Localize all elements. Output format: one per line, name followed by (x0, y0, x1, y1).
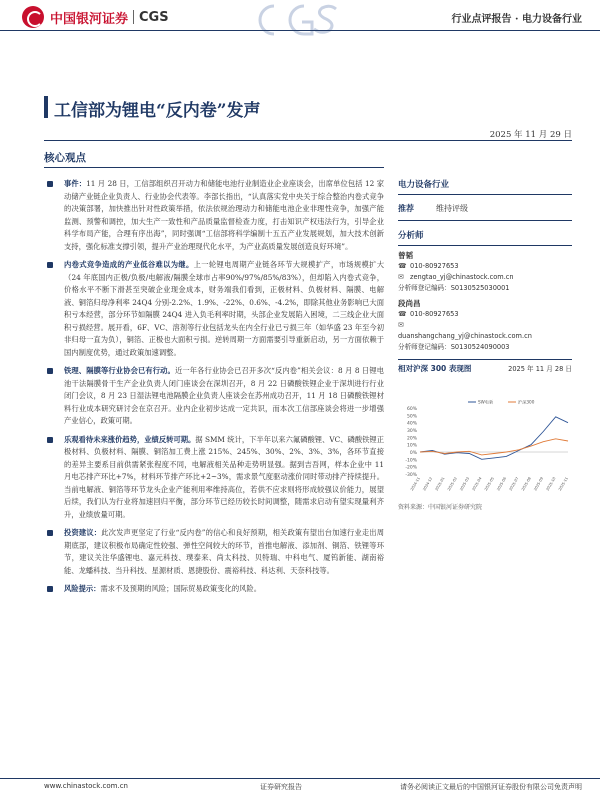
legend-label: SW电新 (478, 399, 494, 405)
paragraph-lead: 内卷式竞争造成的产业低谷难以为继。 (64, 260, 194, 269)
x-tick-label: 2025-02 (446, 476, 458, 492)
analyst-reg: 分析师登记编码：S0130525030001 (398, 284, 510, 292)
paragraph-lead: 事件： (64, 179, 87, 188)
rating (398, 203, 572, 214)
rating-key: 推荐 (398, 204, 414, 213)
y-tick-label: -20% (405, 465, 417, 471)
x-tick-label: 2025-10 (545, 476, 557, 492)
bullet-icon (47, 368, 53, 374)
paragraph (44, 259, 384, 359)
bullet-icon (47, 530, 53, 536)
paragraph (44, 527, 384, 577)
logo-text: 中国银河证券 (50, 11, 129, 27)
paragraph-lead: 乐观看待未来涨价趋势，业绩反转可期。 (64, 434, 196, 444)
x-tick-label: 2025-11 (557, 476, 569, 492)
analyst-reg: 分析师登记编码：S0130524090003 (398, 343, 510, 351)
x-tick-label: 2025-01 (434, 476, 446, 492)
main-content (44, 178, 384, 602)
chart-source: 资料来源：中国银河证券研究院 (398, 504, 483, 511)
x-tick-label: 2025-04 (471, 476, 483, 492)
paragraph (44, 583, 384, 596)
section-title: 核心观点 (44, 152, 86, 164)
email-icon: ✉ (398, 321, 404, 329)
paragraph (44, 178, 384, 253)
footer-center: 证券研究报告 (260, 783, 302, 791)
rating-value: 维持评级 (436, 204, 468, 213)
logo-cgs: CGS (139, 9, 169, 25)
title-accent (44, 96, 48, 118)
paragraph-text: 此次发声更坚定了行业“反内卷”的信心和良好预期，相关政策有望出台加速行业走出周期底部，建议积极布局确定性较强、弹性空间较大的环节，首推电解液、添加剂、铜箔、铁锂等环节，建议关注华盛锂电、嘉元科技、璞泰来、尚太科技、贝特瑞、中科电气、厦钨新能、湖南裕能、龙蟠科技、当升科技、星源材质、恩捷股份、震裕科技、科达利、天奈科技等。 (64, 528, 385, 575)
chart-date: 2025 年 11 月 28 日 (508, 365, 572, 373)
paragraph-lead: 风险提示： (64, 584, 101, 593)
x-tick-label: 2024-11 (409, 476, 421, 492)
bullet-icon (47, 181, 53, 187)
y-tick-label: 10% (406, 443, 417, 449)
logo-icon (22, 6, 44, 28)
analyst-name: 段尚昌 (398, 299, 421, 308)
x-tick-label: 2025-08 (520, 476, 532, 492)
paragraph-lead: 铁理、隔膜等行业协会已有行动。 (64, 366, 175, 375)
paragraph-text: 11 月 28 日，工信部组织召开动力和储能电池行业制造业企业座谈会，出席单位包括 12 家动储产业链企业负责人、行业协会代表等。李部长指出，“认真落实党中央关于综合整治内卷式竞争的决策部署，加快推出针对性政策举措，依法依规治理动力和储能电池企业非理性竞争，加强产能监测、预警和调控，加大生产一致性和产品质量监督检查力度，打击知识产权违法行为，引导企业科学布局产能，合理有序出海”，同时强调“工信部将科学编制十五五产业发展规划，加大技术创新支持，强化标准支撑引领，提升产业治理现代化水平，为产业高质量发展创造良好环境”。 (64, 179, 384, 251)
analyst-card (398, 250, 572, 294)
email-icon: ✉ (398, 273, 404, 281)
paragraph-lead: 投资建议： (64, 528, 102, 537)
paragraph-text: 上一轮锂电周期产业链各环节大规模扩产，市场规模扩大（24 年底国内正极/负极/电解液/隔膜全球市占率90%/97%/85%/83%），但却陷入内卷式竞争，价格水平不断下滑甚至突破企业现金成本，财务端我们看到，正极材料、负极材料、隔膜、电解液、铜箔归母净利率 24Q4 分别-2.2%、1.9%、-22%、0.6%、-4.2%，即除其他业务影响已大面积亏本经营，部分环节如隔膜 24Q4 进入负毛利率时期，头部企业发展陷入困境，二三线企业大面积亏损经营。展开看，6F、VC、溶剂等行业包括龙头在内全行业已亏损三年（如华盛 23 年至今初非归母一直为负），铜箔、正极也大面积亏损。逆转周期一方面需要引导重新启动，另一方面依赖于国内制度优势，通过政策加速调整。 (64, 260, 384, 357)
phone-icon: ☎ (398, 262, 407, 270)
paragraph-text: 近一年各行业协会已召开多次“反内卷”相关会议：8 月 8 日锂电池干法隔膜骨干生产企业负责人闭门座谈会在深圳召开，8 月 22 日磷酸铁锂企业于深圳进行行业闭门会议，8 月 23 日湿法锂电池隔膜企业负责人座谈会在苏州成功召开，11 月 18 日磷酸铁锂材料行业成本研究研讨会在京召开。业内企业初步达成一定共识，而本次工信部座谈会将进一步增强产业信心，政策可期。 (64, 366, 385, 425)
x-tick-label: 2025-05 (483, 476, 495, 492)
paragraph (44, 434, 384, 522)
x-tick-label: 2025-06 (496, 476, 508, 492)
y-tick-label: -10% (405, 458, 417, 464)
phone-icon: ☎ (398, 310, 407, 318)
analyst-email[interactable]: zengtao_yj@chinastock.com.cn (410, 273, 514, 281)
analyst-email[interactable]: duanshangchang_yj@chinastock.com.cn (398, 332, 532, 340)
analyst-name: 曾韬 (398, 251, 413, 260)
chart-header (398, 363, 572, 374)
x-tick-label: 2025-07 (508, 476, 520, 492)
x-tick-label: 2025-09 (533, 476, 545, 492)
performance-chart (398, 396, 572, 492)
analyst-card (398, 298, 572, 353)
y-tick-label: 20% (406, 436, 417, 442)
analyst-title: 分析师 (398, 231, 424, 241)
sidebar (398, 178, 572, 374)
y-tick-label: 30% (406, 429, 417, 434)
x-tick-label: 2025-03 (459, 476, 471, 492)
bullet-icon (47, 437, 53, 443)
analyst-phone: 010-80927653 (410, 310, 459, 318)
y-tick-label: 40% (406, 421, 417, 427)
y-tick-label: -30% (405, 473, 417, 478)
chart-title: 相对沪深 300 表现图 (398, 364, 472, 373)
y-tick-label: 50% (406, 414, 417, 420)
y-tick-label: 0% (409, 451, 417, 456)
bullet-icon (47, 262, 53, 268)
series-line (420, 439, 568, 455)
watermark-icon (252, 0, 342, 46)
page-title: 工信部为锂电“反内卷”发声 (54, 101, 261, 121)
report-date: 2025 年 11 月 29 日 (489, 130, 572, 140)
paragraph (44, 365, 384, 428)
analyst-phone: 010-80927653 (410, 262, 459, 270)
footer-disclaimer: 请务必阅读正文最后的中国银河证券股份有限公司免责声明 (400, 783, 582, 791)
bullet-icon (47, 586, 53, 592)
company-logo (22, 6, 169, 28)
x-tick-label: 2024-12 (422, 476, 434, 492)
paragraph-text: 据 SMM 统计，下半年以来六氟磷酸锂、VC、磷酸铁锂正极材料、负极材料、隔膜、铜箔加工费上涨 215%、245%、30%、2%、3%、3%，各环节直接的差异主要系目前供需紧张程度不同，电解液相关品种走势明显强。据到吉吾网，样本企业中 11 月电芯排产环比+7%，材料环节排产环比+2~3%，需求景气度驱动涨价同时带动排产持续提升。当前电解液、铜箔等环节龙头企业产能利用率维持高位，若供不应求则将形成较强议价能力，展望后续，我们认为行业将加速回归平衡，部分环节已经历较长时间调整，随需求启动有望实现量利齐升，业绩放量可期。 (64, 434, 385, 519)
legend-label: 沪深300 (518, 399, 535, 405)
page-header (0, 0, 600, 34)
y-tick-label: 60% (406, 407, 417, 412)
report-type: 行业点评报告 · 电力设备行业 (451, 14, 582, 25)
industry-title: 电力设备行业 (398, 180, 450, 190)
paragraph-text: 需求不及预期的风险；国际贸易政策变化的风险。 (100, 584, 262, 593)
footer-website[interactable]: www.chinastock.com.cn (44, 782, 128, 790)
